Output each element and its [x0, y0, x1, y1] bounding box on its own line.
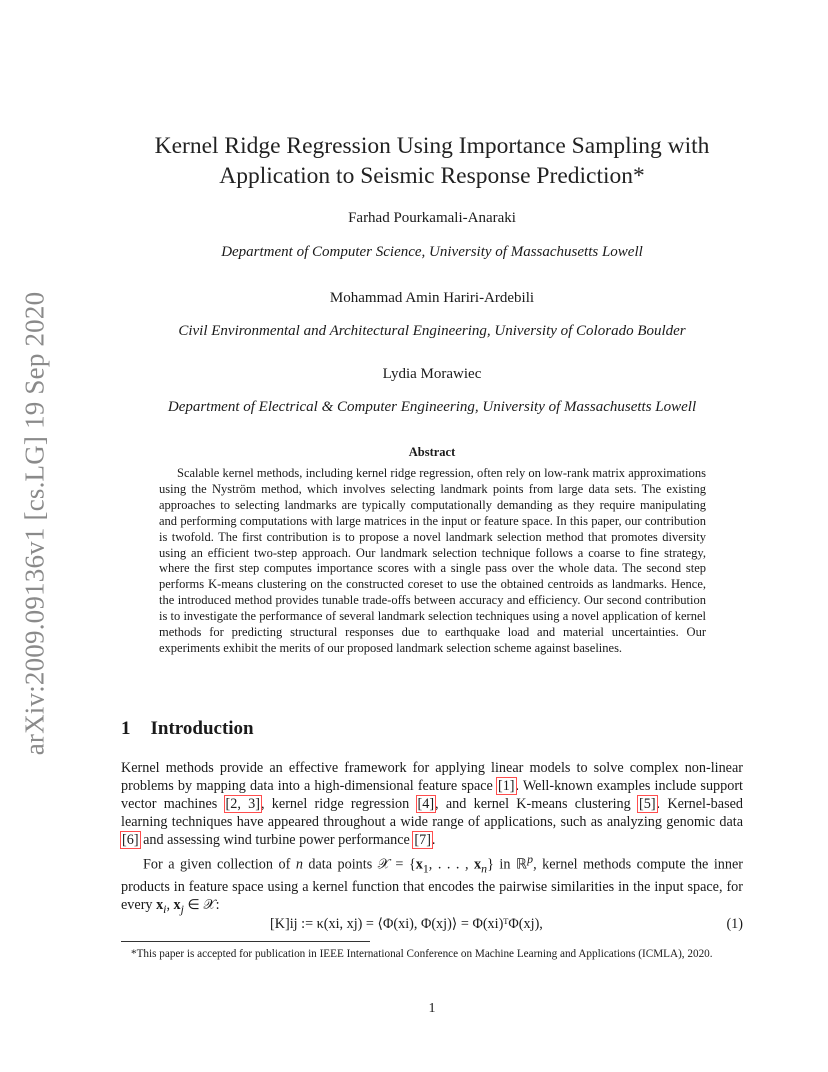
title-line-2: Application to Seismic Response Prediction*	[219, 163, 645, 189]
intro-paragraph-2	[121, 850, 743, 918]
intro-text: . Kernel-based learning techniques have appeared throughout a wide range of applications, such as analyzing genomic data	[121, 796, 743, 831]
intro-text: , kernel methods compute the inner products in feature space using a kernel function that encodes the pairwise similarities in the input space, for every	[121, 856, 744, 913]
footnote-divider	[121, 941, 370, 942]
math-subscript: 1	[422, 861, 429, 876]
intro-text: .	[431, 832, 436, 849]
math-subscript: i	[163, 901, 167, 916]
equation-body: [K]ij := κ(xi, xj) = ⟨Φ(xi), Φ(xj)⟩ = Φ(xi)ᵀΦ(xj),	[270, 916, 543, 932]
author-name-3: Lydia Morawiec	[382, 366, 482, 382]
footnote: *This paper is accepted for publication in IEEE International Conference on Machine Learning and Applications (ICMLA), 2020.	[131, 948, 713, 960]
arxiv-identifier-text: arXiv:2009.09136v1 [cs.LG] 19 Sep 2020	[19, 291, 50, 755]
intro-text: . Well-known examples include support vector machines	[121, 778, 743, 813]
page-number: 1	[428, 1001, 436, 1016]
abstract-text: Scalable kernel methods, including kernel ridge regression, often rely on low-rank matrix approximations using the Nyström method, which involves selecting landmark points from large data sets. The existing approaches to selecting landmarks are typically computationally demanding as they require manipulating and performing computations with large matrices in the input or feature space. In this paper, our contribution is twofold. The first contribution is to propose a novel landmark selection method that promotes diversity using an efficient two-step approach. Our landmark selection technique follows a coarse to fine strategy, where the first step computes importance scores with a single pass over the whole data. The second step performs K-means clustering on the constructed coreset to use the obtained centroids as landmarks. Hence, the introduced method provides tunable trade-offs between accuracy and efficiency. Our second contribution is to investigate the performance of several landmark selection techniques using a novel application of kernel methods for predicting structural responses due to earthquake load and material uncertainties. Our experiments exhibit the merits of our proposed landmark selection scheme against baselines.	[159, 466, 706, 655]
citation-link[interactable]: [4]	[417, 796, 435, 813]
author-affiliation-1: Department of Computer Science, University of Massachusetts Lowell	[221, 244, 643, 260]
author-name-1: Farhad Pourkamali-Anaraki	[348, 210, 516, 226]
intro-text: For a given collection of	[143, 856, 296, 873]
intro-text: ,	[166, 896, 174, 913]
math-symbol: x	[415, 856, 423, 873]
math-symbol: x	[173, 896, 181, 913]
math-subscript: j	[180, 901, 184, 916]
section-heading	[121, 718, 254, 740]
intro-paragraph-1	[121, 759, 743, 849]
intro-text: , . . . ,	[428, 856, 475, 873]
intro-text: and assessing wind turbine power performance	[139, 832, 414, 849]
section-title: Introduction	[150, 718, 254, 739]
citation-link[interactable]: [7]	[414, 832, 431, 849]
title-line-1: Kernel Ridge Regression Using Importance Sampling with	[154, 133, 710, 159]
citation-link[interactable]: [2, 3]	[225, 796, 260, 813]
author-affiliation-3: Department of Electrical & Computer Engineering, University of Massachusetts Lowell	[167, 399, 697, 415]
math-symbol: x	[474, 856, 482, 873]
intro-text: , kernel ridge regression	[261, 796, 417, 813]
equation-number: (1)	[726, 916, 743, 932]
author-affiliation-2: Civil Environmental and Architectural Engineering, University of Colorado Boulder	[178, 323, 686, 339]
abstract-heading: Abstract	[408, 445, 456, 459]
math-subscript: n	[481, 861, 488, 876]
citation-link[interactable]: [5]	[639, 796, 656, 813]
intro-text: Kernel methods provide an effective framework for applying linear models to solve complex non-linear problems by mapping data into a high-dimensional feature space	[121, 760, 743, 795]
author-name-2: Mohammad Amin Hariri-Ardebili	[329, 290, 535, 306]
citation-link[interactable]: [1]	[497, 778, 515, 795]
citation-link[interactable]: [6]	[122, 832, 139, 849]
intro-text: ∈ 𝒳:	[183, 896, 220, 913]
math-symbol: n	[295, 856, 303, 873]
math-symbol: x	[156, 896, 164, 913]
math-superscript: p	[527, 852, 534, 866]
intro-text: } in ℝ	[487, 856, 528, 873]
paper-title	[120, 131, 744, 191]
section-number: 1	[121, 718, 131, 739]
intro-text: , and kernel K-means clustering	[435, 796, 638, 813]
intro-text: data points 𝒳 = {	[302, 856, 416, 873]
arxiv-identifier-stamp	[13, 288, 57, 758]
